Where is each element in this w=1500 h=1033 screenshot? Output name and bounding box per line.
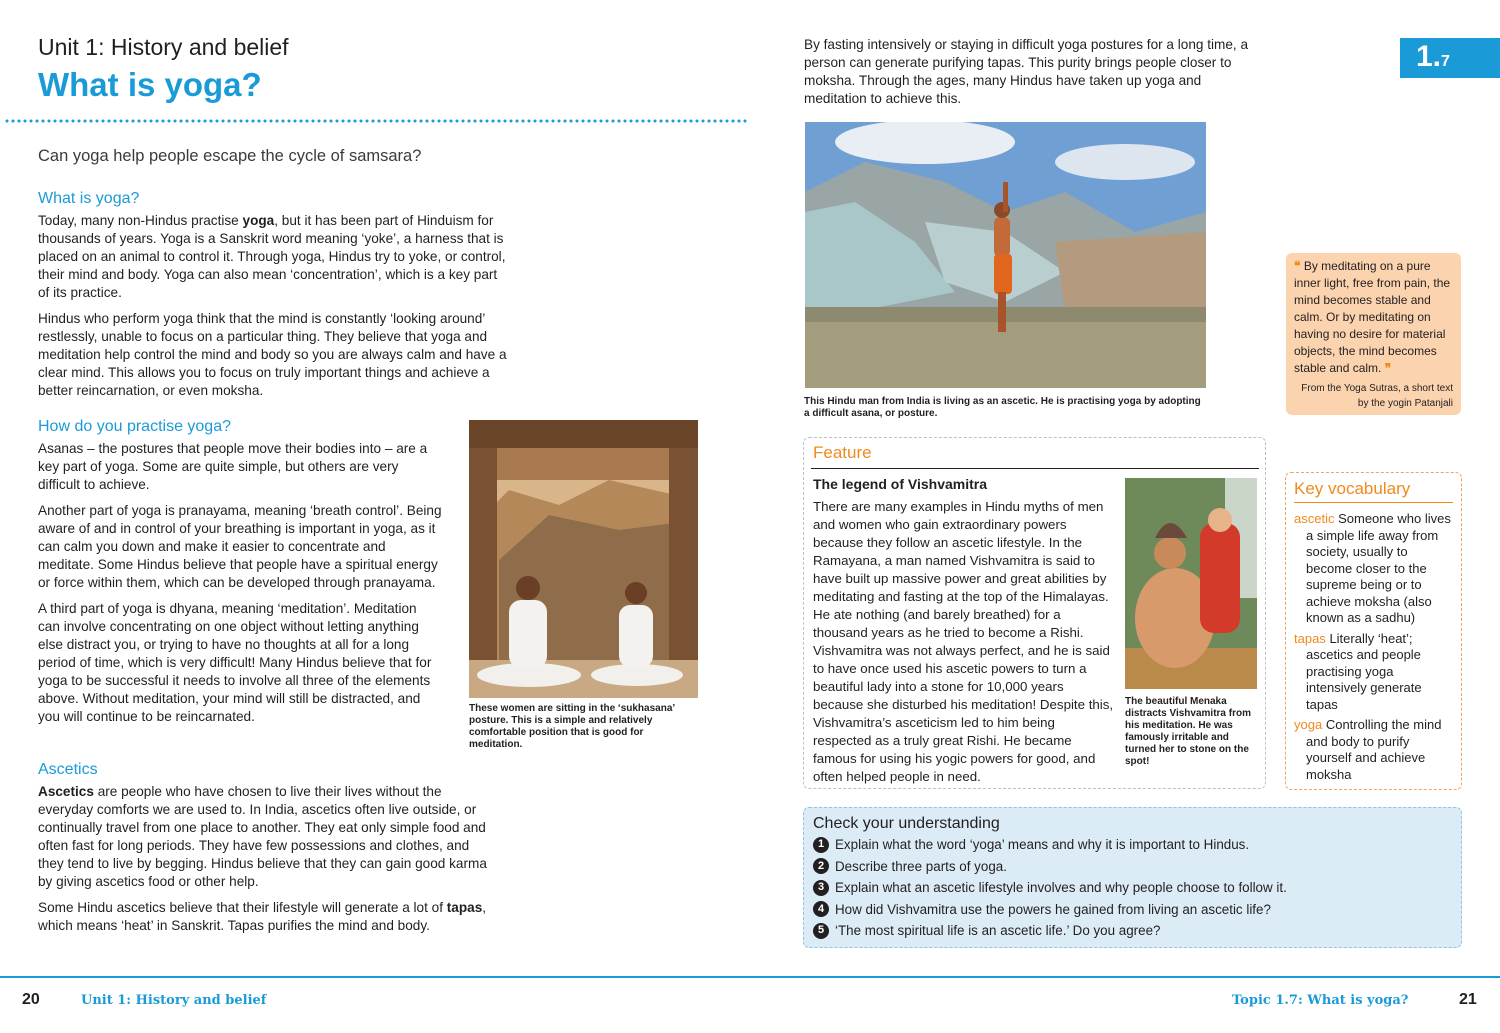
quote-text: ❝ By meditating on a pure inner light, free from pain, the mind becomes stable and calm. Or by meditating on having no desire for material objects, the mind becomes stable and calm. ❞ — [1294, 259, 1451, 375]
painting-caption: The beautiful Menaka distracts Vishvamitra from his meditation. He was famously irritable and turned her to stone on the spot! — [1125, 696, 1251, 767]
feature-divider — [811, 468, 1259, 469]
yoga-sutras-quote — [1286, 253, 1461, 415]
vocab-item-tapas: tapas Literally ‘heat’; ascetics and people practising yoga intensively generate tapas — [1294, 630, 1422, 712]
how-practise-text — [38, 440, 442, 734]
check-understanding-box — [803, 807, 1462, 948]
vocab-heading: Key vocabulary — [1294, 479, 1453, 503]
heading-ascetics: Ascetics — [38, 761, 98, 778]
what-is-yoga-text — [38, 212, 508, 408]
question-number: 4 — [813, 901, 829, 917]
question-1: 1 Explain what the word ‘yoga’ means and why it is important to Hindus. — [813, 834, 1452, 856]
question-number: 2 — [813, 858, 829, 874]
question-5: 5 ‘The most spiritual life is an ascetic life.’ Do you agree? — [813, 920, 1452, 942]
what-p1: Today, many non-Hindus practise yoga, but it has been part of Hinduism for thousands of years. Yoga is a Sanskrit word meaning ‘yoke’, a harness that is placed on an animal to control it. Through yoga, Hindus try to yoke, or control, their mind and body. Yoga can also mean ‘concentration’, which is a key part of its practice. — [38, 213, 506, 300]
vocab-item-yoga: yoga Controlling the mind and body to purify yourself and achieve moksha — [1294, 717, 1442, 782]
heading-how-practise: How do you practise yoga? — [38, 418, 231, 435]
quote-source: From the Yoga Sutras, a short text by the yogin Patanjali — [1301, 383, 1453, 409]
question-number: 1 — [813, 837, 829, 853]
feature-text: There are many examples in Hindu myths of men and women who gain extraordinary powers because they follow an ascetic lifestyle. In the Ramayana, a man named Vishvamitra is said to have built up massive power and great abilities by meditating and fasting at the top of the Himalayas. He ate nothing (and barely breathed) for a thousand years as he tried to become a Rishi. Vishvamitra was not always perfect, and he is said to have once used his ascetic powers to turn a beautiful lady into a stone for 10,000 years because she disturbed his meditation! Despite this, Vishvamitra’s asceticism led to him being respected as a truly great Rishi. He became famous for using his yogic powers for good, and often helped people in need. — [813, 499, 1114, 784]
heading-what-is-yoga: What is yoga? — [38, 190, 140, 207]
how-p2: Another part of yoga is pranayama, meaning ‘breath control’. Being aware of and in control of your breathing is important in yoga, as it can calm you down and make it easier to concentrate and meditate. Some Hindus believe that people have a spiritual energy or force within them, which can be developed through pranayama. — [38, 503, 442, 590]
section-badge-main: 1. — [1416, 40, 1442, 73]
unit-title: Unit 1: History and belief — [38, 34, 289, 60]
women-meditating-photo — [469, 420, 698, 698]
right-page-number: 21 — [1459, 991, 1477, 1008]
how-p1: Asanas – the postures that people move their bodies into – are a key part of yoga. Some are quite simple, but others are very difficult to achieve. — [38, 441, 428, 492]
feature-label: Feature — [813, 443, 872, 462]
check-heading: Check your understanding — [813, 815, 1000, 832]
question-number: 3 — [813, 880, 829, 896]
close-quote-icon: ❞ — [1384, 361, 1392, 375]
right-intro-text: By fasting intensively or staying in difficult yoga postures for a long time, a person can generate purifying tapas. This purity brings people closer to moksha. Through the ages, many Hindus have taken up yoga and meditation to achieve this. — [804, 37, 1249, 106]
ascetics-text — [38, 783, 498, 943]
page-title: What is yoga? — [38, 66, 262, 103]
how-p3: A third part of yoga is dhyana, meaning ‘meditation’. Meditation can involve concentrating on one object without letting anything else distract you, or trying to have no thoughts at all for a long period of time, which is very difficult! Many Hindus believe that for yoga to be successful it needs to involve all three of the elements above. Without meditation, your mind will still be distracted, and you will continue to be reincarnated. — [38, 601, 432, 724]
asc-p1: Ascetics are people who have chosen to live their lives without the everyday comforts we are used to. In India, ascetics often live outside, or continually travel from one place to another. They eat only simple food and often fast for long periods. They have few possessions and clothes, and they tend to live by begging. Hindus believe that they can gain good karma by giving ascetics food or other help. — [38, 784, 487, 889]
question-2: 2 Describe three parts of yoga. — [813, 856, 1452, 878]
left-page-number: 20 — [22, 991, 40, 1008]
open-quote-icon: ❝ — [1294, 259, 1301, 273]
menaka-painting — [1125, 478, 1257, 689]
feature-title: The legend of Vishvamitra — [813, 476, 988, 492]
left-footer-title: Unit 1: History and belief — [81, 993, 267, 1008]
ascetic-yoga-photo — [805, 122, 1206, 388]
right-footer-title: Topic 1.7: What is yoga? — [1232, 993, 1409, 1008]
what-p2: Hindus who perform yoga think that the mind is constantly ‘looking around’ restlessly, unable to focus on a particular thing. They believe that yoga and meditation help control the mind and body so you are always calm and have a clear mind. This allows you to focus on truly important things and achieve a better reincarnation, or even moksha. — [38, 311, 507, 398]
intro-question: Can yoga help people escape the cycle of samsara? — [38, 147, 422, 165]
vocab-item-ascetic: ascetic Someone who lives a simple life away from society, usually to become closer to the supreme being or to achieve moksha (also known as a sadhu) — [1294, 511, 1451, 625]
section-badge-sub: 7 — [1441, 53, 1450, 70]
question-4: 4 How did Vishvamitra use the powers he gained from living an ascetic life? — [813, 899, 1452, 921]
key-vocabulary-box — [1285, 472, 1462, 790]
title-divider — [4, 119, 748, 123]
ascetic-photo-caption: This Hindu man from India is living as an ascetic. He is practising yoga by adopting a difficult asana, or posture. — [804, 396, 1201, 419]
feature-box — [803, 437, 1266, 789]
asc-p2: Some Hindu ascetics believe that their lifestyle will generate a lot of tapas, which means ‘heat’ in Sanskrit. Tapas purifies the mind and body. — [38, 900, 487, 933]
question-3: 3 Explain what an ascetic lifestyle involves and why people choose to follow it. — [813, 877, 1452, 899]
section-badge — [1400, 38, 1500, 78]
footer-rule — [0, 976, 1500, 978]
women-photo-caption: These women are sitting in the ‘sukhasana’ posture. This is a simple and relatively comfortable position that is good for meditation. — [469, 703, 675, 750]
question-number: 5 — [813, 923, 829, 939]
